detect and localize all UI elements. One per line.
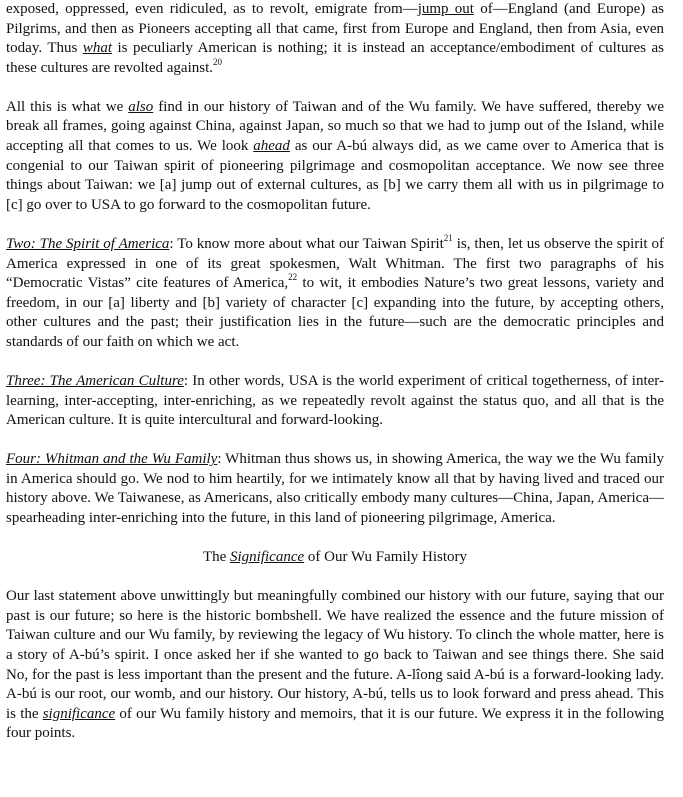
emphasis-what: what: [82, 40, 112, 57]
footnote-ref-20: 20: [213, 56, 222, 67]
text: find in our history of Taiwan and of the Wu family. We have suffered, thereby we break all frames, going against China, against Japan, so much so that we had to jump out of the Island, while accepting all that comes to us. We look: [6, 98, 664, 155]
paragraph-whitman-wu-family: [6, 450, 664, 528]
text: The: [202, 549, 231, 566]
text: of our Wu family history and memoirs, that it is our future. We express it in the following four points.: [6, 705, 664, 742]
paragraph-intro-continuation: [6, 0, 664, 78]
text: : To know more about what our Taiwan Spirit: [169, 235, 444, 252]
footnote-ref-22: 22: [288, 272, 298, 283]
section-heading-significance: [6, 548, 664, 568]
text: of Our Wu Family History: [304, 549, 468, 566]
text: of—England (and Europe) as Pilgrims, and then as Pioneers accepting all that came, first from Europe and England, then from Asia, even today. Thus: [6, 1, 664, 57]
subheading-whitman-wu-family: Four: Whitman and the Wu Family: [6, 451, 218, 468]
text: All this is what we: [6, 98, 129, 115]
text: is, then, let us observe the spirit of America expressed in one of its great spokesmen, Walt Whitman. The first two paragraphs of his “Democratic Vistas” cite features of America,: [6, 235, 664, 292]
text: as our A-bú always did, as we came over to America that is congenial to our Taiwan spirit of pioneering pilgrimage and cosmopolitan acceptance. We now see three things about Taiwan: we [a] jump out of external cultures, as [b] we carry them all with us in pilgrimage to [c] go over to USA to go forward to the cosmopolitan future.: [6, 138, 664, 213]
paragraph-taiwan-history: [6, 98, 664, 216]
text: is peculiarly American is nothing; it is instead an acceptance/embodiment of cultures as these cultures are revolted against.: [6, 40, 664, 76]
paragraph-significance: [6, 587, 664, 744]
text: exposed, oppressed, even ridiculed, as to revolt, emigrate from—: [6, 1, 418, 17]
emphasis-significance-inline: significance: [42, 705, 116, 722]
document-page: [6, 0, 664, 744]
text: Our last statement above unwittingly but meaningfully combined our history with our future, saying that our past is our future; so here is the historic bombshell. We have realized the essence and the future mission of Taiwan culture and our Wu family, by reviewing the legacy of Wu history. To clinch the whole matter, here is a story of A-bú’s spirit. I once asked her if she wanted to go back to Taiwan and see things there. She said No, for the past is less important than the present and the future. A-lîong said A-bú is a forward-looking lady. A-bú is our root, our womb, and our history. Our history, A-bú, tells us to look forward and press ahead. This is the: [6, 588, 664, 722]
emphasis-also: also: [128, 98, 154, 115]
text: to wit, it embodies Nature’s two great lessons, variety and freedom, in our [a] liberty and [b] variety of character [c] expanding into the future, by accepting others, other cultures and the past; their justification lies in the future—such are the democratic principles and standards of our faith on which we act.: [6, 275, 664, 350]
text: : In other words, USA is the world experiment of critical togetherness, of inter-learning, inter-accepting, inter-enriching, as we repeatedly revolt against the status quo, and all that is the American culture. It is quite intercultural and forward-looking.: [6, 373, 664, 429]
subheading-spirit-of-america: Two: The Spirit of America: [6, 235, 170, 252]
paragraph-spirit-of-america: [6, 232, 664, 353]
paragraph-american-culture: [6, 372, 664, 431]
text: : Whitman thus shows us, in showing America, the way we the Wu family in America should go. We nod to him heartily, for we intimately know all that by having lived and traced our history above. We Taiwanese, as Americans, also critically embody many cultures—China, Japan, America—spearheading inter-enriching into the future, in this land of pioneering pilgrimage, America.: [6, 451, 665, 527]
footnote-ref-21: 21: [443, 232, 453, 243]
emphasis-significance: Significance: [230, 549, 305, 566]
subheading-american-culture: Three: The American Culture: [6, 373, 184, 389]
emphasis-jump-out: jump out: [417, 1, 474, 17]
emphasis-ahead: ahead: [253, 138, 290, 155]
